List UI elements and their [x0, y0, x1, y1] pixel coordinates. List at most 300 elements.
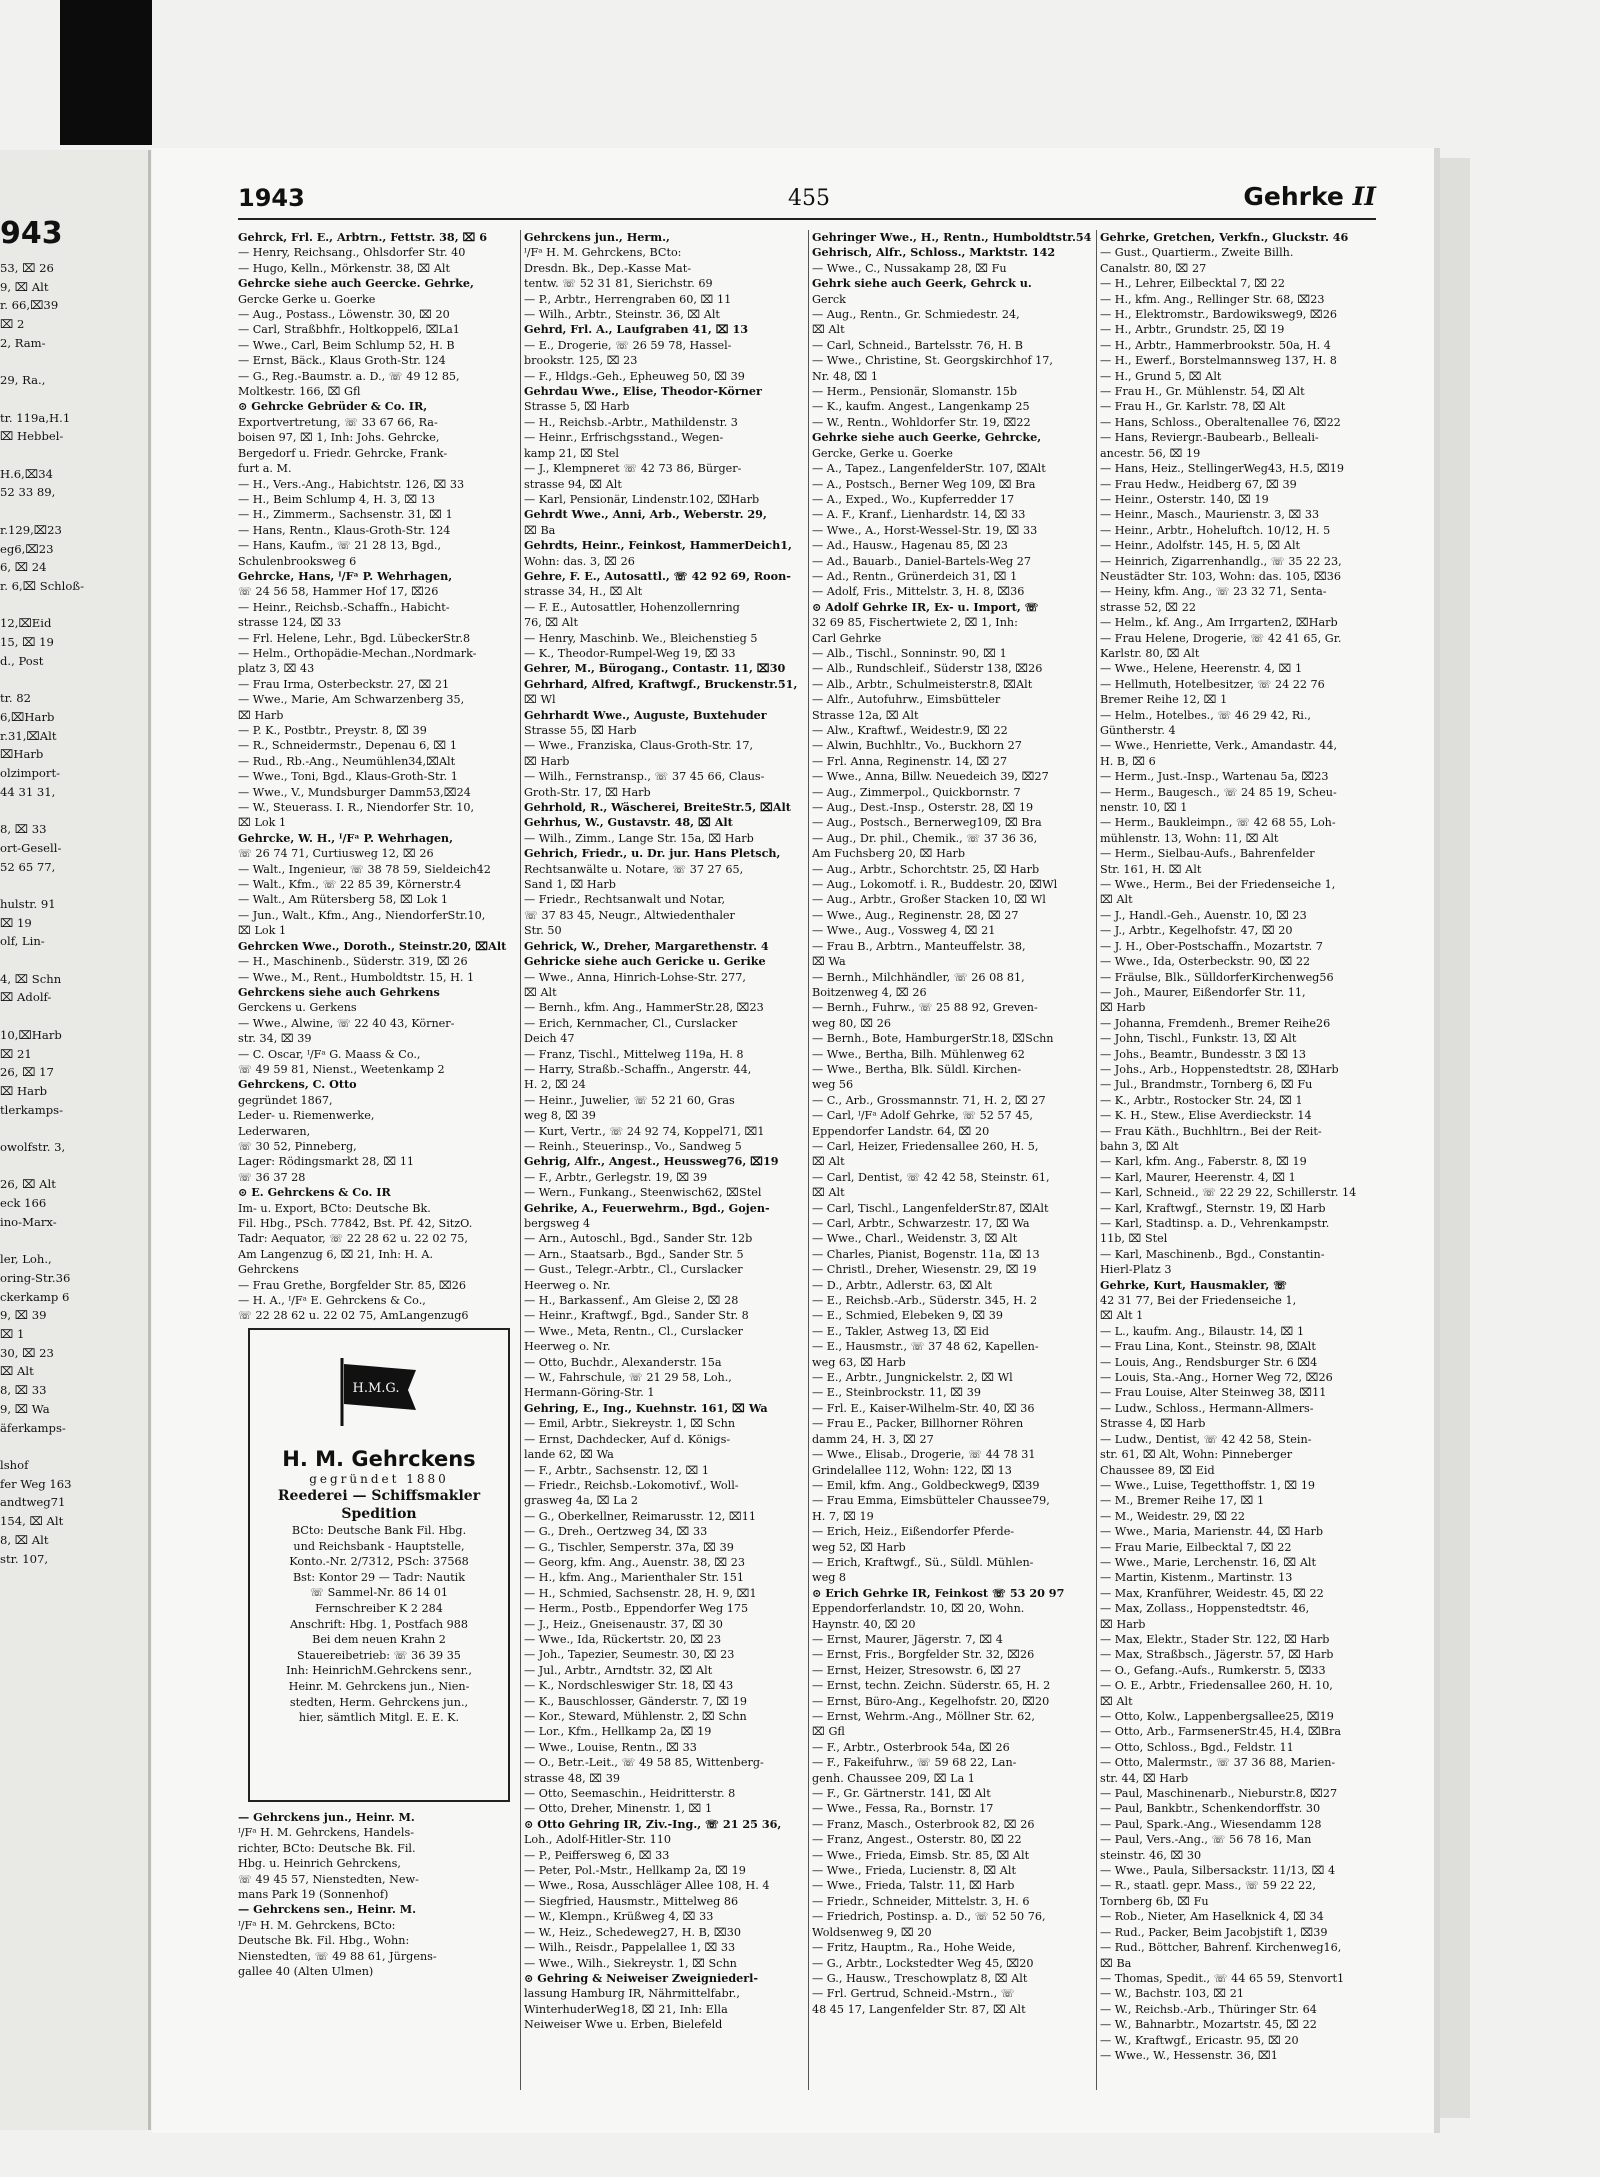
- previous-page-line: oring-Str.36: [0, 1270, 71, 1285]
- directory-entry: — Frau Irma, Osterbeckstr. 27, ⌧ 21: [238, 677, 450, 691]
- directory-entry: strasse 52, ⌧ 22: [1100, 600, 1196, 614]
- directory-entry: — Karl, Pensionär, Lindenstr.102, ⌧Harb: [524, 492, 760, 506]
- previous-page-line: [0, 1157, 148, 1176]
- directory-entry: tentw. ☏ 52 31 81, Sierichstr. 69: [524, 277, 713, 291]
- directory-entry: — J., Handl.-Geh., Auenstr. 10, ⌧ 23: [1100, 908, 1307, 922]
- directory-entry: ⌧ Alt: [812, 1155, 845, 1169]
- directory-entry: Gehrer, M., Bürogang., Contastr. 11, ⌧30: [524, 661, 786, 676]
- previous-page-line: [0, 1007, 148, 1026]
- directory-entry: ⊙ Gehring & Neiweiser Zweigniederl-: [524, 1970, 759, 1985]
- directory-entry: — F., Hldgs.-Geh., Epheuweg 50, ⌧ 39: [524, 369, 745, 383]
- directory-entry: str. 34, ⌧ 39: [238, 1032, 312, 1046]
- directory-entry: ⊙ Adolf Gehrke IR, Ex- u. Import, ☏: [812, 599, 1039, 614]
- directory-entry: — F., Fakeifuhrw., ☏ 59 68 22, Lan-: [812, 1756, 1017, 1770]
- directory-entry: — Heinr., Osterstr. 140, ⌧ 19: [1100, 492, 1269, 506]
- flag-lettering: H.M.G.: [352, 1381, 400, 1396]
- previous-page-line: 30, ⌧ 23: [0, 1345, 54, 1360]
- directory-entry: — Karl, kfm. Ang., Faberstr. 8, ⌧ 19: [1100, 1155, 1307, 1169]
- directory-entry: — K., kaufm. Angest., Langenkamp 25: [812, 400, 1030, 414]
- ad-detail-line: Bei dem neuen Krahn 2: [312, 1633, 446, 1647]
- directory-entry: ☏ 49 59 81, Nienst., Weetenkamp 2: [238, 1062, 445, 1076]
- directory-entry: Leder- u. Riemenwerke,: [238, 1109, 375, 1123]
- directory-entry: — Wwe., Christine, St. Georgskirchhof 17,: [812, 354, 1053, 368]
- directory-entry: — Heinr., Masch., Maurienstr. 3, ⌧ 33: [1100, 508, 1320, 522]
- directory-entry: — H., Arbtr., Hammerbrookstr. 50a, H. 4: [1100, 338, 1331, 352]
- directory-entry: — Frau Käth., Buchhltrn., Bei der Reit-: [1100, 1124, 1322, 1138]
- directory-entry: — Adolf, Fris., Mittelstr. 3, H. 8, ⌧36: [812, 585, 1025, 599]
- header-year: 1943: [238, 184, 305, 212]
- directory-entry: — R., Schneidermstr., Depenau 6, ⌧ 1: [238, 739, 457, 753]
- directory-entry: — Ernst, Fris., Borgfelder Str. 32, ⌧26: [812, 1648, 1035, 1662]
- directory-entry: — J., Klempneret ☏ 42 73 86, Bürger-: [524, 462, 742, 476]
- previous-page-line: [0, 801, 148, 820]
- directory-entry: — Heiny, kfm. Ang., ☏ 23 32 71, Senta-: [1100, 585, 1327, 599]
- previous-page-line: ⌧ Hebbel-: [0, 429, 64, 444]
- directory-entry: ⊙ Otto Gehring IR, Ziv.-Ing., ☏ 21 25 36,: [524, 1816, 782, 1831]
- directory-entry: Sand 1, ⌧ Harb: [524, 878, 616, 892]
- directory-entry: ⌧ Ba: [524, 523, 556, 537]
- directory-entry: — Paul, Bankbtr., Schenkendorffstr. 30: [1100, 1802, 1321, 1816]
- directory-entry: — Wwe., Helene, Heerenstr. 4, ⌧ 1: [1100, 662, 1303, 676]
- directory-entry: — F., Arbtr., Gerlegstr. 19, ⌧ 39: [524, 1170, 708, 1184]
- directory-entry: gallee 40 (Alten Ulmen): [238, 1965, 374, 1979]
- previous-page-line: tr. 82: [0, 691, 32, 706]
- directory-entry: Boitzenweg 4, ⌧ 26: [812, 985, 927, 999]
- directory-entry: — F., Arbtr., Osterbrook 54a, ⌧ 26: [812, 1740, 1010, 1754]
- ad-detail-line: und Reichsbank - Hauptstelle,: [293, 1539, 465, 1553]
- directory-entry: Hierl-Platz 3: [1100, 1263, 1172, 1277]
- directory-entry: — H., Arbtr., Grundstr. 25, ⌧ 19: [1100, 323, 1285, 337]
- directory-entry: Gerckens u. Gerkens: [238, 1001, 357, 1015]
- directory-entry: Carl Gehrke: [812, 631, 882, 645]
- column-divider: [520, 230, 521, 2090]
- directory-entry: — K., Nordschleswiger Str. 18, ⌧ 43: [524, 1679, 734, 1693]
- ad-detail-line: Bst: Kontor 29 — Tadr: Nautik: [292, 1570, 466, 1584]
- directory-entry: — Wwe., Luise, Tegetthoffstr. 1, ⌧ 19: [1100, 1478, 1316, 1492]
- directory-entry: Haynstr. 40, ⌧ 20: [812, 1617, 916, 1631]
- directory-entry: strasse 94, ⌧ Alt: [524, 477, 622, 491]
- directory-entry: Strasse 5, ⌧ Harb: [524, 400, 630, 414]
- directory-entry: Am Fuchsberg 20, ⌧ Harb: [812, 847, 966, 861]
- directory-entry: — Wwe., W., Hessenstr. 36, ⌧1: [1100, 2048, 1278, 2062]
- previous-page-fragment: [0, 150, 151, 2130]
- previous-page-line: tlerkamps-: [0, 1102, 63, 1117]
- directory-entry: — K., Bauschlosser, Gänderstr. 7, ⌧ 19: [524, 1694, 748, 1708]
- directory-entry: — Johs., Arb., Hoppenstedtstr. 28, ⌧Harb: [1100, 1062, 1339, 1076]
- directory-entry: ⌧ Harb: [1100, 1617, 1146, 1631]
- directory-entry: Gehrich, Friedr., u. Dr. jur. Hans Pletsch,: [524, 846, 781, 861]
- directory-entry: ⌧ Harb: [1100, 1001, 1146, 1015]
- directory-entry: — G., Hausw., Treschowplatz 8, ⌧ Alt: [812, 1971, 1028, 1985]
- previous-page-line: eck 166: [0, 1196, 47, 1211]
- directory-entry: — Heinr., Erfrischgsstand., Wegen-: [524, 431, 724, 445]
- previous-page-line: ⌧Harb: [0, 747, 44, 762]
- directory-entry: Gehrisch, Alfr., Schloss., Marktstr. 142: [812, 245, 1056, 260]
- directory-entry: — F., Arbtr., Sachsenstr. 12, ⌧ 1: [524, 1463, 710, 1477]
- directory-entry: — Friedr., Rechtsanwalt und Notar,: [524, 893, 725, 907]
- directory-entry: grasweg 4a, ⌧ La 2: [524, 1494, 638, 1508]
- previous-page-line: ino-Marx-: [0, 1214, 57, 1229]
- directory-entry: — Frau Lina, Kont., Steinstr. 98, ⌧Alt: [1100, 1340, 1316, 1354]
- directory-entry: — Carl, Heizer, Friedensallee 260, H. 5,: [812, 1139, 1039, 1153]
- directory-entry: brookstr. 125, ⌧ 23: [524, 354, 638, 368]
- directory-entry: Strasse 12a, ⌧ Alt: [812, 708, 919, 722]
- directory-entry: ☏ 37 83 45, Neugr., Altwiedenthaler: [524, 908, 735, 922]
- directory-entry: — W., Bahnarbtr., Mozartstr. 45, ⌧ 22: [1100, 2018, 1317, 2032]
- directory-entry: Strasse 4, ⌧ Harb: [1100, 1417, 1206, 1431]
- directory-entry: ⊙ Gehrcke Gebrüder & Co. IR,: [238, 399, 428, 414]
- directory-entry: — E., Reichsb.-Arb., Süderstr. 345, H. 2: [812, 1294, 1038, 1308]
- previous-page-line: 44 31 31,: [0, 784, 56, 799]
- directory-entry: ☏ 24 56 58, Hammer Hof 17, ⌧26: [238, 585, 439, 599]
- directory-entry: kamp 21, ⌧ Stel: [524, 446, 619, 460]
- directory-entry: — Bernh., Milchhändler, ☏ 26 08 81,: [812, 970, 1025, 984]
- previous-page-line: [0, 596, 148, 615]
- directory-entry: — H., Barkassenf., Am Gleise 2, ⌧ 28: [524, 1294, 739, 1308]
- directory-entry: bahn 3, ⌧ Alt: [1100, 1139, 1179, 1153]
- directory-entry: Rechtsanwälte u. Notare, ☏ 37 27 65,: [524, 862, 744, 876]
- directory-entry: Hermann-Göring-Str. 1: [524, 1386, 655, 1400]
- directory-entry: — Max, Kranführer, Weidestr. 45, ⌧ 22: [1100, 1586, 1324, 1600]
- directory-entry: Deich 47: [524, 1032, 575, 1046]
- directory-entry: Gehrdts, Heinr., Feinkost, HammerDeich1,: [524, 538, 792, 553]
- directory-entry: Gehrcke, Hans, ᴵ/Fᵃ P. Wehrhagen,: [238, 568, 453, 583]
- directory-entry: Gehrhus, W., Gustavstr. 48, ⌧ Alt: [524, 815, 733, 830]
- previous-page-line: [0, 1437, 148, 1456]
- directory-entry: — A., Postsch., Berner Weg 109, ⌧ Bra: [812, 477, 1036, 491]
- directory-entry: — Max, Zollass., Hoppenstedtstr. 46,: [1100, 1602, 1310, 1616]
- directory-column-1-continued: [238, 1810, 518, 2010]
- directory-entry: Loh., Adolf-Hitler-Str. 110: [524, 1833, 672, 1847]
- ad-detail-line: Heinr. M. Gehrckens jun., Nien-: [288, 1679, 470, 1693]
- directory-entry: — Alw., Kraftwf., Weidestr.9, ⌧ 22: [812, 724, 1008, 737]
- directory-entry: Eppendorfer Landstr. 64, ⌧ 20: [812, 1124, 990, 1138]
- directory-entry: Gerck: [812, 292, 846, 306]
- directory-entry: genh. Chaussee 209, ⌧ La 1: [812, 1771, 975, 1785]
- directory-entry: — P., Peiffersweg 6, ⌧ 33: [524, 1848, 670, 1862]
- directory-entry: — Frau Emma, Eimsbütteler Chaussee79,: [812, 1494, 1050, 1508]
- directory-entry: lassung Hamburg IR, Nährmittelfabr.,: [524, 1987, 740, 2001]
- previous-page-line: r. 6,⌧ Schloß-: [0, 578, 84, 593]
- directory-entry: — Wilh., Zimm., Lange Str. 15a, ⌧ Harb: [524, 831, 754, 845]
- directory-entry: — W., Klempn., Krüßweg 4, ⌧ 33: [524, 1910, 714, 1924]
- directory-entry: Gehrdt Wwe., Anni, Arb., Weberstr. 29,: [524, 507, 767, 522]
- directory-entry: steinstr. 46, ⌧ 30: [1100, 1848, 1202, 1862]
- directory-entry: — Aug., Postsch., Bernerweg109, ⌧ Bra: [812, 816, 1042, 830]
- directory-entry: ☏ 30 52, Pinneberg,: [238, 1139, 357, 1153]
- ad-detail-line: Anschrift: Hbg. 1, Postfach 988: [289, 1617, 469, 1631]
- directory-entry: — Walt., Kfm., ☏ 22 85 39, Körnerstr.4: [238, 878, 462, 892]
- previous-page-line: [0, 951, 148, 970]
- previous-page-line: str. 107,: [0, 1551, 49, 1566]
- previous-page-line: olzimport-: [0, 765, 61, 780]
- directory-entry: — Wwe., Toni, Bgd., Klaus-Groth-Str. 1: [238, 770, 458, 784]
- directory-entry: — Otto, Arb., FarmsenerStr.45, H.4, ⌧Bra: [1100, 1725, 1342, 1739]
- directory-entry: weg 56: [812, 1078, 854, 1092]
- directory-entry: Gehrhardt Wwe., Auguste, Buxtehuder: [524, 707, 767, 722]
- directory-entry: — Siegfried, Hausmstr., Mittelweg 86: [524, 1894, 739, 1908]
- directory-entry: ancestr. 56, ⌧ 19: [1100, 446, 1201, 460]
- directory-entry: — Franz, Tischl., Mittelweg 119a, H. 8: [524, 1047, 744, 1061]
- directory-entry: — Hugo, Kelln., Mörkenstr. 38, ⌧ Alt: [238, 261, 450, 275]
- directory-entry: — Gehrckens sen., Heinr. M.: [238, 1902, 417, 1917]
- ad-detail-line: Inh: HeinrichM.Gehrckens senr.,: [286, 1664, 472, 1678]
- previous-page-line: 9, ⌧ Alt: [0, 279, 49, 294]
- directory-entry: — Peter, Pol.-Mstr., Hellkamp 2a, ⌧ 19: [524, 1864, 746, 1878]
- directory-entry: Bremer Reihe 12, ⌧ 1: [1100, 693, 1228, 707]
- directory-entry: — Arn., Staatsarb., Bgd., Sander Str. 5: [524, 1247, 744, 1261]
- directory-entry: ⊙ E. Gehrckens & Co. IR: [238, 1185, 391, 1200]
- directory-entry: — Carl, Arbtr., Schwarzestr. 17, ⌧ Wa: [812, 1217, 1030, 1230]
- previous-page-line: ort-Gesell-: [0, 840, 62, 855]
- directory-entry: — J. H., Ober-Postschaffn., Mozartstr. 7: [1100, 939, 1323, 953]
- directory-entry: — Wwe., Anna, Hinrich-Lohse-Str. 277,: [524, 970, 746, 984]
- directory-entry: H. B, ⌧ 6: [1100, 754, 1156, 768]
- directory-entry: Strasse 55, ⌧ Harb: [524, 724, 637, 737]
- directory-entry: — Aug., Zimmerpol., Quickbornstr. 7: [812, 785, 1021, 799]
- directory-entry: — Fräulse, Blk., SülldorferKirchenweg56: [1100, 970, 1334, 984]
- previous-page-line: [0, 1119, 148, 1138]
- directory-entry: — Friedr., Schneider, Mittelstr. 3, H. 6: [812, 1894, 1030, 1908]
- ad-detail-line: ☏ Sammel-Nr. 86 14 01: [310, 1586, 448, 1600]
- directory-entry: — Rud., Rb.-Ang., Neumühlen34,⌧Alt: [238, 754, 456, 768]
- previous-page-line: ler, Loh.,: [0, 1252, 52, 1267]
- directory-entry: — Wwe., Charl., Weidenstr. 3, ⌧ Alt: [812, 1232, 1018, 1246]
- directory-entry: — Alb., Tischl., Sonninstr. 90, ⌧ 1: [812, 646, 1007, 660]
- directory-entry: — Wwe., Louise, Rentn., ⌧ 33: [524, 1740, 697, 1754]
- directory-entry: ⌧ Harb: [238, 708, 284, 722]
- directory-entry: — Wwe., Aug., Reginenstr. 28, ⌧ 27: [812, 908, 1019, 922]
- directory-entry: — Bernh., kfm. Ang., HammerStr.28, ⌧23: [524, 1001, 764, 1015]
- directory-entry: — Karl, Maurer, Heerenstr. 4, ⌧ 1: [1100, 1170, 1296, 1184]
- directory-entry: — John, Tischl., Funkstr. 13, ⌧ Alt: [1100, 1032, 1297, 1046]
- directory-entry: Gercke, Gerke u. Goerke: [812, 446, 953, 460]
- previous-page-line: 10,⌧Harb: [0, 1027, 62, 1042]
- directory-entry: — Otto, Malermstr., ☏ 37 36 88, Marien-: [1100, 1756, 1336, 1770]
- directory-entry: — Frau Helene, Drogerie, ☏ 42 41 65, Gr.: [1100, 631, 1342, 645]
- directory-entry: — Carl, Dentist, ☏ 42 42 58, Steinstr. 61,: [812, 1170, 1050, 1184]
- directory-entry: — Alwin, Buchhltr., Vo., Buckhorn 27: [812, 739, 1022, 753]
- directory-entry: Str. 161, H. ⌧ Alt: [1100, 862, 1202, 876]
- directory-entry: — Alfr., Autofuhrw., Eimsbütteler: [812, 693, 1001, 707]
- directory-entry: Lederwaren,: [238, 1124, 311, 1138]
- directory-entry: Gercke Gerke u. Goerke: [238, 292, 376, 306]
- directory-entry: — Aug., Dr. phil., Chemik., ☏ 37 36 36,: [812, 831, 1038, 845]
- previous-page-line: 53, ⌧ 26: [0, 261, 54, 275]
- previous-page-line: ⌧ Harb: [0, 1083, 48, 1098]
- directory-entry: bergsweg 4: [524, 1217, 591, 1230]
- directory-entry: — Wilh., Arbtr., Steinstr. 36, ⌧ Alt: [524, 308, 720, 322]
- directory-entry: — Bernh., Bote, HamburgerStr.18, ⌧Schn: [812, 1032, 1054, 1046]
- directory-entry: ⌧ Alt: [812, 1186, 845, 1200]
- directory-entry: — Ernst, Bäck., Klaus Groth-Str. 124: [238, 354, 446, 368]
- directory-entry: — Helm., kf. Ang., Am Irrgarten2, ⌧Harb: [1100, 616, 1338, 630]
- directory-entry: gegründet 1867,: [238, 1093, 333, 1107]
- directory-entry: Chaussee 89, ⌧ Eid: [1100, 1463, 1215, 1477]
- directory-entry: 32 69 85, Fischertwiete 2, ⌧ 1, Inh:: [812, 616, 1018, 630]
- directory-entry: ⊙ Erich Gehrke IR, Feinkost ☏ 53 20 97: [812, 1585, 1065, 1600]
- directory-entry: — M., Weidestr. 29, ⌧ 22: [1100, 1509, 1245, 1523]
- directory-entry: — Wwe., Marie, Lerchenstr. 16, ⌧ Alt: [1100, 1555, 1317, 1569]
- directory-entry: — D., Arbtr., Adlerstr. 63, ⌧ Alt: [812, 1278, 993, 1292]
- directory-entry: ⌧ Wa: [812, 955, 846, 969]
- directory-entry: — Ernst, Büro-Ang., Kegelhofstr. 20, ⌧20: [812, 1694, 1050, 1708]
- ad-business-line-1: Reederei — Schiffsmakler: [277, 1488, 481, 1504]
- directory-entry: Gehrckens jun., Herm.,: [524, 230, 670, 244]
- directory-entry: WinterhuderWeg18, ⌧ 21, Inh: Ella: [524, 2002, 728, 2016]
- previous-page-line: ⌧ Alt: [0, 1364, 34, 1379]
- directory-entry: damm 24, H. 3, ⌧ 27: [812, 1432, 934, 1446]
- directory-entry: — Wwe., Maria, Marienstr. 44, ⌧ Harb: [1100, 1525, 1324, 1539]
- directory-entry: 76, ⌧ Alt: [524, 616, 578, 630]
- directory-entry: — O., Betr.-Leit., ☏ 49 58 85, Wittenberg-: [524, 1756, 764, 1770]
- directory-column-2: [524, 230, 806, 2090]
- header-page-number: 455: [788, 186, 830, 211]
- directory-entry: Gehrcken Wwe., Doroth., Steinstr.20, ⌧Alt: [238, 938, 507, 953]
- directory-entry: Gehrckens siehe auch Gehrkens: [238, 984, 440, 999]
- directory-entry: — Wwe., Henriette, Verk., Amandastr. 44,: [1100, 739, 1338, 753]
- directory-entry: ⌧ Harb: [524, 754, 570, 768]
- directory-entry: Gehrcke siehe auch Geercke. Gehrke,: [238, 276, 474, 291]
- directory-entry: Güntherstr. 4: [1100, 724, 1176, 737]
- directory-entry: — H., Ewerf., Borstelmannsweg 137, H. 8: [1100, 354, 1337, 368]
- previous-page-line: 15, ⌧ 19: [0, 635, 54, 650]
- ad-detail-line: Konto.-Nr. 2/7312, PSch: 37568: [289, 1555, 469, 1569]
- directory-entry: — Wwe., Bertha, Bilh. Mühlenweg 62: [812, 1047, 1025, 1061]
- directory-entry: Moltkestr. 166, ⌧ Gfl: [238, 385, 361, 399]
- previous-page-line: fer Weg 163: [0, 1476, 72, 1491]
- directory-entry: mans Park 19 (Sonnenhof): [238, 1888, 389, 1902]
- directory-entry: — Karl, Maschinenb., Bgd., Constantin-: [1100, 1247, 1325, 1261]
- directory-entry: Gehrke, Kurt, Hausmakler, ☏: [1100, 1277, 1288, 1292]
- directory-entry: — K., Arbtr., Rostocker Str. 24, ⌧ 1: [1100, 1093, 1303, 1107]
- directory-entry: — Max, Straßbsch., Jägerstr. 57, ⌧ Harb: [1100, 1648, 1334, 1662]
- ad-detail-line: hier, sämtlich Mitgl. E. E. K.: [298, 1711, 460, 1725]
- directory-entry: — Hans, Rentn., Klaus-Groth-Str. 124: [238, 523, 451, 537]
- directory-entry: — F. E., Autosattler, Hohenzollernring: [524, 600, 740, 614]
- directory-entry: ⌧ Alt: [524, 985, 557, 999]
- directory-entry: — Bernh., Fuhrw., ☏ 25 88 92, Greven-: [812, 1001, 1038, 1015]
- directory-entry: — Wwe., Anna, Billw. Neuedeich 39, ⌧27: [812, 770, 1049, 784]
- column-divider: [808, 230, 809, 2090]
- directory-entry: Exportvertretung, ☏ 33 67 66, Ra-: [238, 415, 438, 429]
- directory-entry: — Herm., Pensionär, Slomanstr. 15b: [812, 385, 1018, 399]
- directory-entry: ᴵ/Fᵃ H. M. Gehrckens, BCto:: [238, 1918, 396, 1932]
- previous-page-line: 8, ⌧ 33: [0, 1383, 47, 1398]
- directory-entry: — Wilh., Fernstransp., ☏ 37 45 66, Claus-: [524, 770, 765, 784]
- directory-entry: — Wwe., Paula, Silbersackstr. 11/13, ⌧ 4: [1100, 1864, 1336, 1878]
- directory-entry: — Aug., Postass., Löwenstr. 30, ⌧ 20: [238, 308, 450, 322]
- directory-entry: Gehrike, A., Feuerwehrm., Bgd., Gojen-: [524, 1200, 770, 1215]
- directory-entry: — H., Lehrer, Eilbecktal 7, ⌧ 22: [1100, 277, 1285, 291]
- directory-entry: weg 8, ⌧ 39: [524, 1109, 596, 1123]
- directory-entry: Deutsche Bk. Fil. Hbg., Wohn:: [238, 1934, 410, 1948]
- directory-entry: Woldsenweg 9, ⌧ 20: [812, 1925, 932, 1939]
- directory-entry: — Hans, Kaufm., ☏ 21 28 13, Bgd.,: [238, 539, 442, 553]
- previous-page-line: ⌧ 21: [0, 1046, 32, 1061]
- directory-entry: — G., Oberkellner, Reimarusstr. 12, ⌧11: [524, 1509, 757, 1523]
- directory-entry: — Harry, Straßb.-Schaffn., Angerstr. 44,: [524, 1062, 752, 1076]
- directory-entry: lande 62, ⌧ Wa: [524, 1448, 614, 1462]
- directory-entry: — G., Reg.-Baumstr. a. D., ☏ 49 12 85,: [238, 369, 460, 383]
- directory-entry: mühlenstr. 13, Wohn: 11, ⌧ Alt: [1100, 831, 1279, 845]
- directory-entry: — Reinh., Steuerinsp., Vo., Sandweg 5: [524, 1139, 742, 1153]
- directory-entry: — Jun., Walt., Kfm., Ang., NiendorferStr.10,: [238, 908, 486, 922]
- previous-page-line: r. 66,⌧39: [0, 298, 59, 313]
- directory-entry: 48 45 17, Langenfelder Str. 87, ⌧ Alt: [812, 2002, 1026, 2016]
- directory-entry: — G., Arbtr., Lockstedter Weg 45, ⌧20: [812, 1956, 1034, 1970]
- directory-entry: — Wwe., Fessa, Ra., Bornstr. 17: [812, 1802, 994, 1816]
- directory-entry: nenstr. 10, ⌧ 1: [1100, 801, 1188, 815]
- directory-entry: — Wwe., Meta, Rentn., Cl., Curslacker: [524, 1324, 744, 1338]
- directory-entry: — H., kfm. Ang., Rellinger Str. 68, ⌧23: [1100, 292, 1325, 306]
- directory-entry: — Arn., Autoschl., Bgd., Sander Str. 12b: [524, 1232, 753, 1246]
- directory-entry: Gehrke, Gretchen, Verkfn., Gluckstr. 46: [1100, 230, 1349, 244]
- directory-entry: weg 80, ⌧ 26: [812, 1016, 891, 1030]
- directory-entry: — Otto, Seemaschin., Heidritterstr. 8: [524, 1787, 736, 1801]
- directory-entry: Gehrcke, W. H., ᴵ/Fᵃ P. Wehrhagen,: [238, 830, 453, 845]
- directory-entry: — H., Zimmerm., Sachsenstr. 31, ⌧ 1: [238, 508, 453, 522]
- directory-entry: — Wwe., M., Rent., Humboldtstr. 15, H. 1: [238, 970, 475, 984]
- directory-entry: Gehrd, Frl. A., Laufgraben 41, ⌧ 13: [524, 322, 749, 337]
- directory-entry: — P. K., Postbtr., Preystr. 8, ⌧ 39: [238, 724, 427, 737]
- directory-entry: — Erich, Kraftwgf., Sü., Süldl. Mühlen-: [812, 1555, 1034, 1569]
- directory-entry: Heerweg o. Nr.: [524, 1278, 611, 1292]
- directory-entry: ☏ 26 74 71, Curtiusweg 12, ⌧ 26: [238, 847, 434, 861]
- directory-entry: Tornberg 6b, ⌧ Fu: [1100, 1894, 1209, 1908]
- previous-page-line: 26, ⌧ 17: [0, 1065, 54, 1080]
- previous-page-year: 943: [0, 216, 63, 251]
- previous-page-line: 2, Ram-: [0, 335, 46, 350]
- directory-entry: — Walt., Am Rütersberg 58, ⌧ Lok 1: [238, 893, 449, 907]
- directory-entry: — Wwe., Frieda, Lucienstr. 8, ⌧ Alt: [812, 1864, 1016, 1878]
- directory-entry: — Walt., Ingenieur, ☏ 38 78 59, Sieldeich42: [238, 862, 491, 876]
- directory-entry: Fil. Hbg., PSch. 77842, Bst. Pf. 42, SitzO.: [238, 1217, 473, 1230]
- directory-entry: — J., Heiz., Gneisenaustr. 37, ⌧ 30: [524, 1617, 723, 1631]
- directory-entry: — Otto, Schloss., Bgd., Feldstr. 11: [1100, 1740, 1294, 1754]
- directory-entry: 11b, ⌧ Stel: [1100, 1232, 1168, 1246]
- directory-entry: — Kurt, Vertr., ☏ 24 92 74, Koppel71, ⌧1: [524, 1124, 765, 1138]
- directory-entry: ⌧ Lok 1: [238, 816, 287, 830]
- directory-entry: — C. Oscar, ᴵ/Fᵃ G. Maass & Co.,: [238, 1047, 421, 1061]
- directory-entry: — Jul., Brandmstr., Tornberg 6, ⌧ Fu: [1100, 1078, 1313, 1092]
- directory-entry: — Ad., Rentn., Grünerdeich 31, ⌧ 1: [812, 569, 1018, 583]
- directory-entry: — Heinr., Reichsb.-Schaffn., Habicht-: [238, 600, 450, 614]
- directory-entry: — Gust., Quartierm., Zweite Billh.: [1100, 246, 1294, 260]
- directory-entry: Gehrhold, R., Wäscherei, BreiteStr.5, ⌧Alt: [524, 800, 791, 815]
- previous-page-line: hulstr. 91: [0, 896, 56, 911]
- directory-entry: — Hans, Schloss., Oberaltenallee 76, ⌧22: [1100, 415, 1341, 429]
- directory-entry: — Johs., Beamtr., Bundesstr. 3 ⌧ 13: [1100, 1047, 1306, 1061]
- directory-page: [152, 148, 1434, 2133]
- directory-entry: — K., Theodor-Rumpel-Weg 19, ⌧ 33: [524, 646, 736, 660]
- directory-entry: — Wern., Funkang., Steenwisch62, ⌧Stel: [524, 1186, 762, 1200]
- directory-entry: strasse 34, H., ⌧ Alt: [524, 585, 643, 599]
- directory-entry: — Frau H., Gr. Mühlenstr. 54, ⌧ Alt: [1100, 385, 1305, 399]
- directory-entry: richter, BCto: Deutsche Bk. Fil.: [238, 1841, 416, 1855]
- directory-entry: strasse 48, ⌧ 39: [524, 1771, 620, 1785]
- directory-entry: — Heinrich, Zigarrenhandlg., ☏ 35 22 23,: [1100, 554, 1342, 568]
- directory-entry: — W., Rentn., Wohldorfer Str. 19, ⌧22: [812, 415, 1031, 429]
- directory-entry: ᴵ/Fᵃ H. M. Gehrckens, BCto:: [524, 246, 682, 260]
- directory-entry: Gehrig, Alfr., Angest., Heussweg76, ⌧19: [524, 1154, 779, 1169]
- directory-entry: — Aug., Arbtr., Schorchtstr. 25, ⌧ Harb: [812, 862, 1040, 876]
- directory-entry: — Louis, Sta.-Ang., Horner Weg 72, ⌧26: [1100, 1371, 1333, 1385]
- previous-page-line: 8, ⌧ Alt: [0, 1532, 49, 1547]
- directory-entry: — Helm., Hotelbes., ☏ 46 29 42, Ri.,: [1100, 708, 1311, 722]
- directory-entry: — Alb., Rundschleif., Süderstr 138, ⌧26: [812, 662, 1043, 676]
- directory-entry: — Lor., Kfm., Hellkamp 2a, ⌧ 19: [524, 1725, 712, 1739]
